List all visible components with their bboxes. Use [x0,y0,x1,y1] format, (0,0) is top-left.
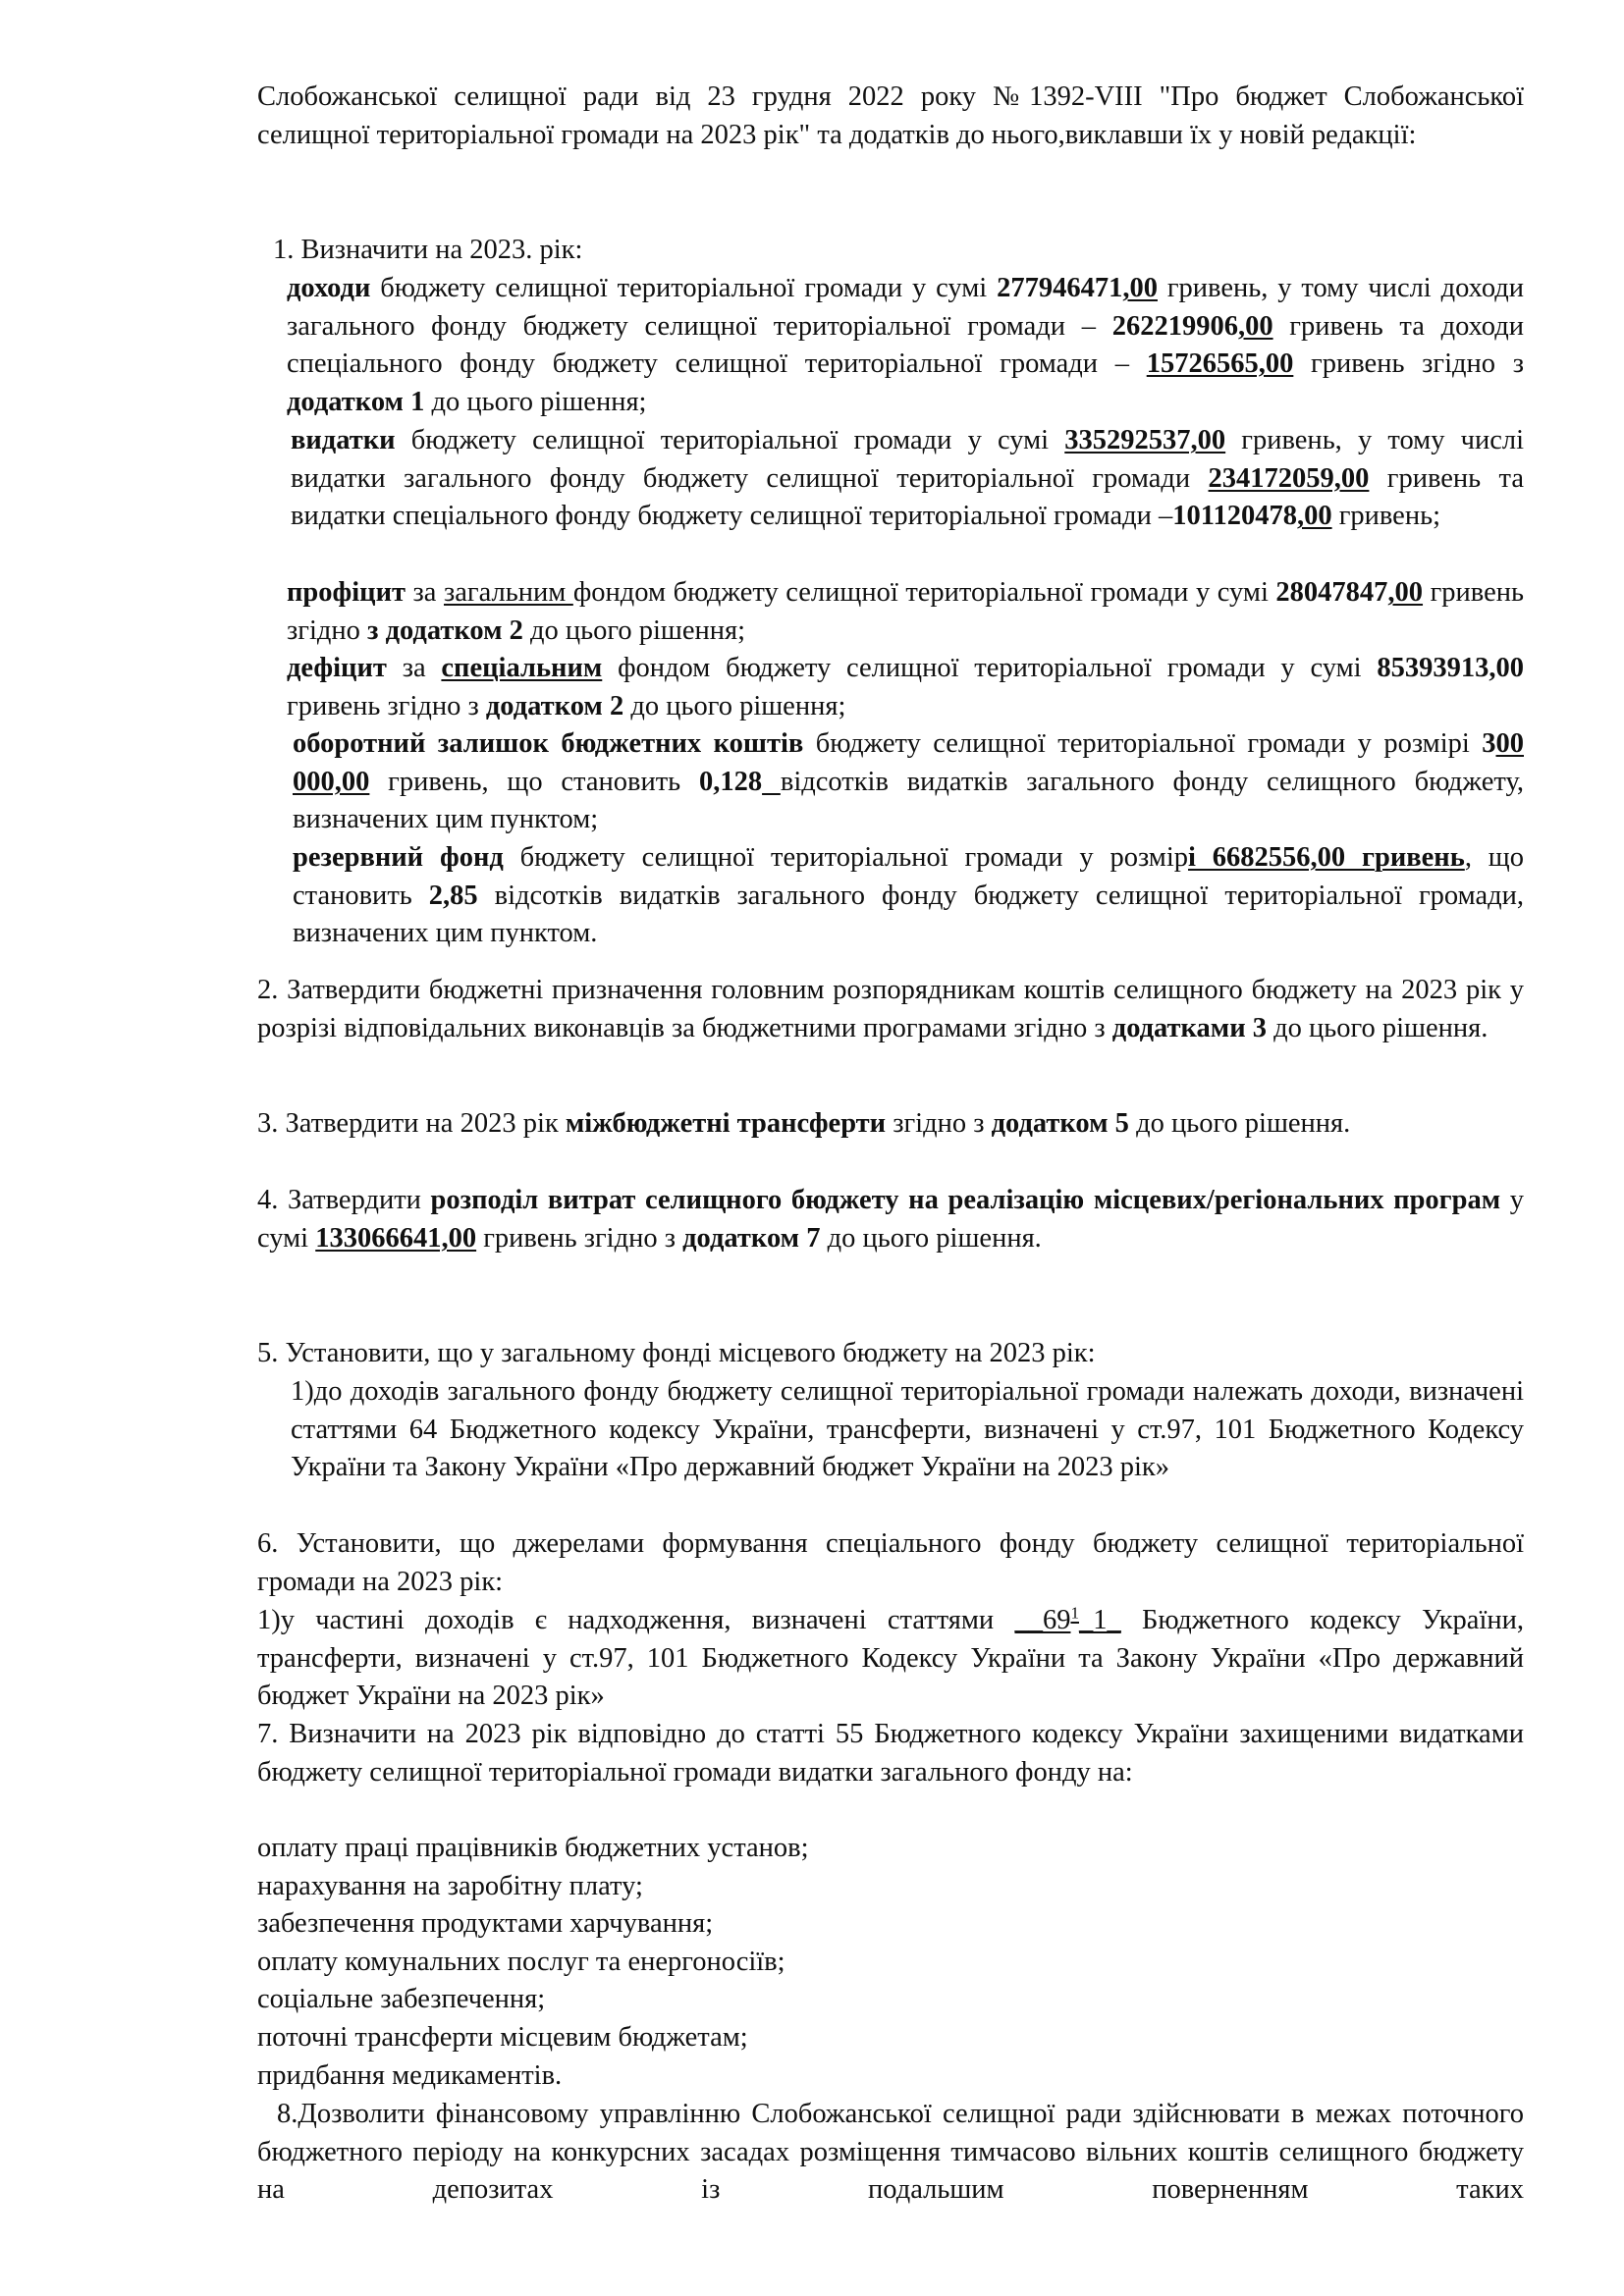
section-4-paragraph-segment: до цього рішення. [820,1222,1042,1254]
section-6-item-1-segment: Бюджетного кодексу України, трансферти, визначені у ст.97, 101 Бюджетного Кодексу України та Закону України «Про державний бюджет України на 2023 рік» [257,1605,1524,1712]
section-1-surplus-segment: загальним [444,577,573,608]
section-6-item-1-segment: 1 [1070,1603,1079,1623]
section-1-deficit-segment: фондом бюджету селищної територіальної громади у сумі [602,653,1378,683]
section-5-item-1-segment: 1)до доходів загального фонду бюджету селищної територіальної громади належать доходи, визначені статтями 64 Бюджетного кодексу України, трансферти, визначені у ст.97, 101 Бюджетного Кодексу України та Закону України «Про державний бюджет України на 2023 рік» [291,1376,1524,1483]
section-1-surplus [287,574,1524,650]
section-1-expenses-segment: гривень, у тому числі видатки загального фонду бюджету селищної територіальної громади [291,425,1525,494]
section-1-reserve-fund-segment: резервний фонд [293,842,504,873]
section-1-income-segment: додатком 1 [287,386,425,417]
section-3-paragraph [257,1105,1524,1144]
section-1-deficit-segment: за [386,653,442,683]
section-1-income-segment: гривень згідно з [1293,348,1524,380]
section-6-item-1 [257,1602,1524,1716]
section-1-deficit-segment: спеціальним [441,653,603,683]
section-1-reserve-fund [293,839,1524,953]
section-1-income-segment: ,00 [1122,273,1158,303]
section-1-deficit-segment: додатком 2 [485,690,624,721]
section-8-paragraph-segment: 8.Дозволити фінансовому управлінню Слобожанської селищної ради здійснювати в межах поточного бюджетного періоду на конкурсних засадах розміщення тимчасово вільних коштів селищного бюджету на депозитах із подальшим поверненням таких [257,2099,1524,2206]
section-1-income-segment: до цього рішення; [424,386,647,417]
list-item: нарахування на заробітну плату; [257,1870,643,1901]
list-item: оплату праці працівників бюджетних установ; [257,1833,809,1863]
section-8-paragraph [257,2096,1524,2210]
section-1-surplus-segment: до цього рішення; [522,614,746,646]
section-6-item-1-segment: _1_ [1079,1605,1121,1635]
section-2-paragraph-segment: до цього рішення. [1267,1012,1489,1043]
list-item: забезпечення продуктами харчування; [257,1908,714,1940]
section-2-paragraph-segment: додатками 3 [1111,1012,1268,1043]
section-7-paragraph [257,1716,1524,1791]
section-1-expenses-segment: гривень; [1331,501,1441,532]
section-1-deficit-segment: 85393913,00 [1377,653,1524,683]
section-1-working-balance-segment: відсотків видатків загального фонду селищного бюджету, визначених цим пунктом; [293,766,1524,835]
list-item: придбання медикаментів. [257,2059,563,2091]
section-4-paragraph-segment: додатком 7 [682,1222,821,1254]
section-1-surplus-segment: з додатком 2 [367,614,523,646]
section-1-income-segment: 262219906 [1111,310,1238,342]
section-4-paragraph-segment: розподіл витрат селищного бюджету на реалізацію місцевих/регіональних програм [430,1185,1501,1215]
section-7-paragraph-segment: 7. Визначити на 2023 рік відповідно до статті 55 Бюджетного кодексу України захищеними видатками бюджету селищної територіальної громади видатки загального фонду на: [257,1719,1524,1788]
section-1-income-segment: доходи [287,273,371,303]
list-item: соціальне забезпечення; [257,1984,546,2015]
section-1-working-balance-segment: оборотний залишок бюджетних коштів [293,728,804,759]
section-3-paragraph-segment: до цього рішення. [1128,1108,1351,1139]
section-1-income-segment: гривень, у тому числі доходи загального фонду бюджету селищної територіальної громади – [287,273,1525,342]
section-1-income-segment: ,00 [1237,310,1273,342]
section-5-heading [257,1335,1524,1373]
section-1-reserve-fund-segment: бюджету селищної територіальної громади у розмір [503,842,1189,873]
section-1-working-balance-segment: 00 000,00 [293,728,1524,797]
intro-paragraph [257,79,1524,154]
section-1-deficit-segment: до цього рішення; [623,690,846,721]
section-6-heading-segment: 6. Установити, що джерелами формування спеціального фонду бюджету селищної територіальної громади на 2023 рік: [257,1528,1524,1597]
section-6-item-1-segment: 1)у частині доходів є надходження, визначені статтями [257,1605,1015,1635]
section-1-income-segment: гривень та доходи спеціального фонду бюджету селищної територіальної громади – [287,310,1524,380]
section-1-deficit-segment: гривень згідно з [287,690,486,721]
list-item: оплату комунальних послуг та енергоносіїв; [257,1946,785,1977]
section-4-paragraph-segment: 133066641,00 [315,1222,477,1254]
section-4-paragraph [257,1182,1524,1257]
section-3-paragraph-segment: 3. Затвердити на 2023 рік [257,1108,566,1139]
section-5-heading-segment: 5. Установити, що у загальному фонді місцевого бюджету на 2023 рік: [257,1338,1096,1368]
intro-paragraph-segment: Слобожанської селищної ради від 23 грудня 2022 року №1392-VIII "Про бюджет Слобожанської селищної територіальної громади на 2023 рік" та додатків до нього,виклавши їх у новій редакції: [257,81,1524,150]
section-1-surplus-segment: фондом бюджету селищної територіальної громади у сумі [572,577,1276,608]
section-1-expenses-segment: ,00 [1296,501,1332,532]
section-6-item-1-segment: __69 [1014,1605,1071,1635]
list-item: поточні трансферти місцевим бюджетам; [257,2021,748,2053]
section-1-income-segment: 15726565,00 [1146,348,1294,380]
section-1-expenses-segment: гривень та видатки спеціального фонду бюджету селищної територіальної громади – [291,462,1524,532]
section-1-working-balance-segment: 0,128 [698,766,763,797]
section-3-paragraph-segment: згідно з [886,1108,992,1139]
section-1-working-balance-segment [762,767,781,797]
section-1-deficit-segment: дефіцит [287,653,387,683]
section-1-expenses-segment: бюджету селищної територіальної громади у сумі [395,425,1065,455]
section-1-surplus-segment: гривень згідно [287,577,1524,646]
section-4-paragraph-segment: у сумі [257,1185,1525,1254]
section-1-expenses-segment: 101120478 [1172,501,1297,532]
section-3-paragraph-segment: міжбюджетні трансферти [565,1108,887,1139]
section-1-working-balance [293,725,1524,839]
section-1-heading [273,232,1451,270]
section-1-surplus-segment: профіцит [287,577,406,608]
section-1-deficit [287,650,1524,725]
section-5-item-1 [291,1373,1524,1487]
section-1-income-segment: 277946471 [997,273,1123,303]
section-2-paragraph-segment: 2. Затвердити бюджетні призначення головним розпорядникам коштів селищного бюджету на 2023 рік у розрізі відповідальних виконавців за бюджетними програмами згідно з [257,975,1524,1043]
section-1-surplus-segment: ,00 [1387,577,1424,608]
section-1-expenses-segment: видатки [291,425,396,455]
section-3-paragraph-segment: додатком 5 [991,1108,1129,1139]
section-1-reserve-fund-segment: відсотків видатків загального фонду бюджету селищної територіальної громади, визначених цим пунктом. [293,880,1525,949]
section-1-surplus-segment: 28047847 [1275,577,1388,608]
section-1-reserve-fund-segment: 2,85 [428,880,478,911]
section-6-heading [257,1525,1524,1601]
section-4-paragraph-segment: 4. Затвердити [257,1185,431,1215]
section-1-reserve-fund-segment: , що становить [293,842,1525,911]
section-1-heading-segment: 1. Визначити на 2023. рік: [273,235,583,265]
section-1-income [287,270,1524,421]
section-1-expenses [291,422,1524,536]
section-1-working-balance-segment: 3 [1482,728,1496,759]
section-1-working-balance-segment: гривень, що становить [369,766,699,797]
protected-expenses-list [257,1830,1524,2095]
section-1-reserve-fund-segment: і 6682556,00 гривень [1188,842,1465,873]
section-1-working-balance-segment: бюджету селищної територіальної громади у розмірі [803,728,1483,759]
section-2-paragraph [257,972,1524,1047]
section-4-paragraph-segment: гривень згідно з [476,1222,683,1254]
section-1-expenses-segment: 335292537,00 [1064,425,1226,455]
section-1-surplus-segment: за [406,577,445,608]
section-1-expenses-segment: 234172059,00 [1208,462,1370,494]
section-1-income-segment: бюджету селищної територіальної громади у сумі [370,273,998,303]
